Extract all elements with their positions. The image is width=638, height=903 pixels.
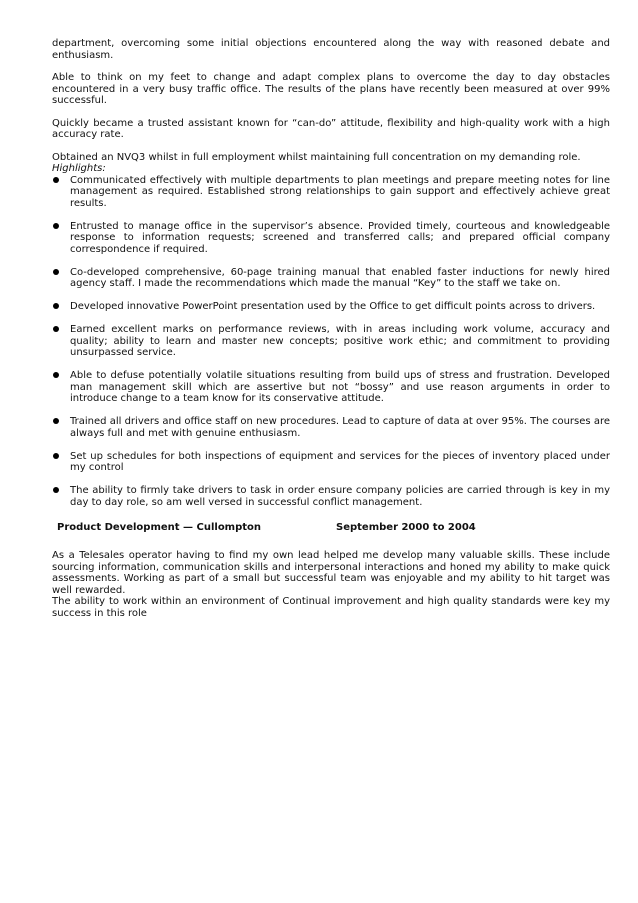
list-item-text: Co-developed comprehensive, 60-page training manual that enabled faster inductions for newly hired agency staff. I made the recommendations which made the manual “Key” to the staff we take on. [70,266,610,289]
list-item-text: The ability to firmly take drivers to task in order ensure company policies are carried through is key in my day to day role, so am well versed in successful conflict management. [70,485,610,508]
intro-paragraph: Obtained an NVQ3 whilst in full employment whilst maintaining full concentration on my demanding role. [52,151,581,163]
bullet-icon [53,177,59,183]
list-item-text: Communicated effectively with multiple departments to plan meetings and prepare meeting notes for line management as required. Established strong relationships to gain support and effectively achieve great results. [70,174,610,209]
bullet-icon [53,372,59,378]
intro-paragraph: Able to think on my feet to change and adapt complex plans to overcome the day to day obstacles encountered in a very busy traffic office. The results of the plans have recently been measured at over 99% successful. [52,72,610,106]
list-item [52,175,610,210]
list-item-text: Able to defuse potentially volatile situations resulting from build ups of stress and frustration. Developed man management skill which are assertive but not “bossy” and use reason arguments in order to introduce change to a team know for its conservative attitude. [70,370,610,404]
list-item-text: Developed innovative PowerPoint presentation used by the Office to get difficult points across to drivers. [70,301,596,312]
highlights-list [52,175,610,509]
list-item [52,451,610,474]
list-item [52,267,610,290]
intro-paragraph: Quickly became a trusted assistant known for “can-do” attitude, flexibility and high-quality work with a high accuracy rate. [52,117,610,140]
list-item-text: Set up schedules for both inspections of equipment and services for the pieces of inventory placed under my control [70,450,610,473]
list-item-text: Trained all drivers and office staff on new procedures. Lead to capture of data at over 95%. The courses are always full and met with genuine enthusiasm. [70,416,610,439]
bullet-icon [53,223,59,229]
job-heading [52,522,610,534]
bullet-icon [53,269,59,275]
list-item [52,221,610,256]
job-paragraph: As a Telesales operator having to find my own lead helped me develop many valuable skills. These include sourcing information, communication skills and interpersonal interactions and honed my ability to make quick assessments. Working as part of a small but successful team was enjoyable and my ability to hit target was well rewarded. [52,550,610,596]
bullet-icon [53,418,59,424]
document-page [52,38,610,619]
list-item [52,485,610,508]
job-dates: September 2000 to 2004 [336,522,476,533]
list-item-text: Entrusted to manage office in the supervisor’s absence. Provided timely, courteous and knowledgeable response to information requests; screened and transferred calls; and prepared official company correspondence if required. [70,220,610,255]
bullet-icon [53,303,59,309]
highlights-label: Highlights: [52,163,106,174]
list-item-text: Earned excellent marks on performance reviews, with in areas including work volume, accuracy and quality; ability to learn and master new concepts; positive work ethic; and commitment to providing unsurpassed service. [70,324,610,358]
list-item [52,324,610,359]
list-item [52,370,610,405]
list-item [52,416,610,439]
intro-paragraph: department, overcoming some initial objections encountered along the way with reasoned debate and enthusiasm. [52,38,610,61]
list-item [52,301,610,313]
job-paragraph: The ability to work within an environment of Continual improvement and high quality standards were key my success in this role [52,596,610,619]
bullet-icon [53,326,59,332]
job-company: Product Development — Cullompton [57,522,262,533]
bullet-icon [53,453,59,459]
bullet-icon [53,487,59,493]
